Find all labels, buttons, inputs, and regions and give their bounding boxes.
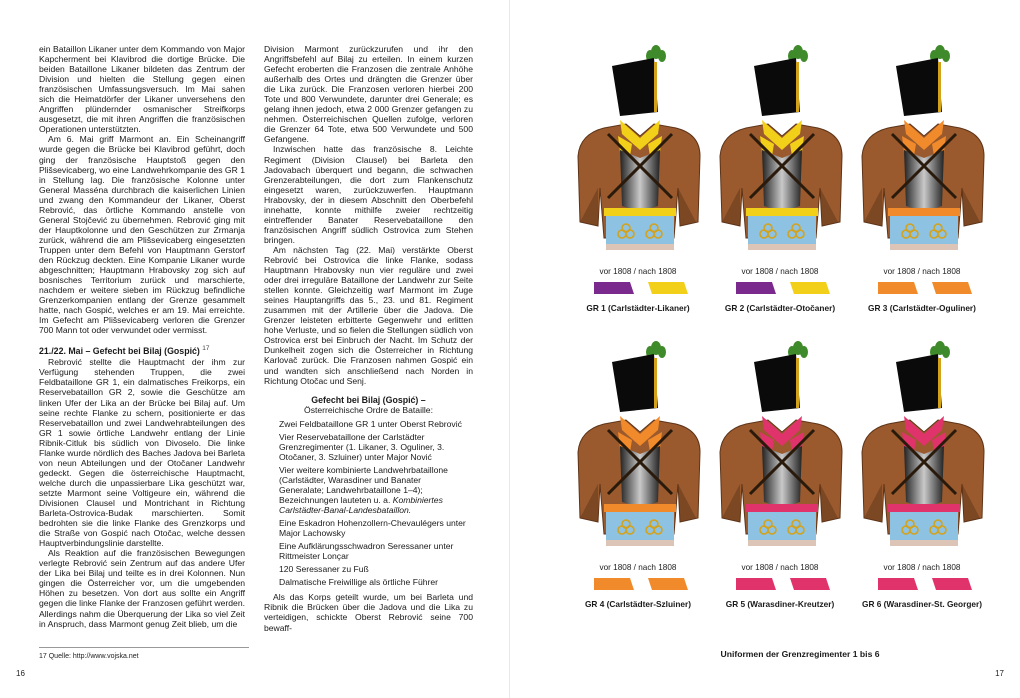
shako-icon xyxy=(896,354,942,412)
uniform-illustration xyxy=(570,38,706,268)
order-item: Eine Eskadron Hohenzollern-Chevaulégers unter Major Lachowsky xyxy=(279,518,466,539)
uniform-figure xyxy=(712,38,848,328)
swatch-before-1808 xyxy=(878,282,918,294)
order-item: Eine Aufklärungsschwadron Seressaner unter Rittmeister Lonçar xyxy=(279,541,454,562)
facing-swatches xyxy=(876,281,976,295)
trousers-icon xyxy=(748,512,816,540)
order-item: 120 Seressaner zu Fuß xyxy=(279,564,369,575)
text-column-2 xyxy=(264,44,473,633)
trousers-icon xyxy=(606,216,674,244)
paragraph: Am nächsten Tag (22. Mai) verstärkte Oberst Rebrović bei Ostrovica die linke Flanke, sodass Hauptmann Hrabovsky nun vier reguläre und zwei oder drei irreguläre Bataillone der Landwehr zur Seite stellen konnte. Gleichzeitig warf Marmont im Zuge seines Hauptangriffs das 5., 23. und 81. Regiment zusammen mit der Artillerie über die Jadova. Die Grenzer leisteten erbitterte Gegenwehr und erlitten hohe Verluste, und so fielen die Stellungen südlich von Ostrovica erst bei Einbruch der Nacht. Im Schutz der Dunkelheit zogen sich die Österreicher in Richtung Karlovač zurück. Die Franzosen nahmen Gospić ein und wandten sich anschließend nach Norden in Richtung Otočac und Senj. xyxy=(264,244,473,386)
sash-icon xyxy=(888,504,960,512)
swatch-after-1808 xyxy=(790,578,830,590)
section-title: 21./22. Mai – Gefecht bei Bilaj (Gospić) xyxy=(39,346,200,357)
text-column-1 xyxy=(39,44,245,629)
right-page xyxy=(510,0,1020,698)
swatch-before-1808 xyxy=(736,578,776,590)
regiment-label: GR 4 (Carlstädter-Szluiner) xyxy=(584,599,692,609)
facing-swatches xyxy=(734,577,834,591)
paragraph: Inzwischen hatte das französische 8. Leichte Regiment (Division Clausel) bei Barleta den Jadovabach überquert und begann, die schwachen Grenzerabteilungen, die dort zum Flankenschutz eingesetzt waren, zurückzuwerfen. Hauptmann Hrabovsky, der in diesem Abschnitt den Oberbefehl innehatte, konnte mithilfe zweier rechtzeitig eintreffender Banater Reservebataillone den französischen Angriff südlich Ostrovica zum Stehen bringen. xyxy=(264,144,473,245)
sash-icon xyxy=(604,504,676,512)
sash-icon xyxy=(604,208,676,216)
uniform-figure xyxy=(854,334,990,624)
facing-swatches xyxy=(876,577,976,591)
shako-icon xyxy=(612,354,658,412)
swatch-after-1808 xyxy=(932,282,972,294)
sash-icon xyxy=(746,208,818,216)
shako-icon xyxy=(754,58,800,116)
uniform-figure xyxy=(570,334,706,624)
shako-icon xyxy=(754,354,800,412)
period-label: vor 1808 / nach 1808 xyxy=(741,563,819,572)
order-item: Dalmatische Freiwillige als örtliche Führer xyxy=(279,577,439,588)
period-label: vor 1808 / nach 1808 xyxy=(741,267,819,276)
uniform-figure xyxy=(854,38,990,328)
facing-swatches xyxy=(592,577,692,591)
paragraph: Am 6. Mai griff Marmont an. Ein Scheinangriff wurde gegen die Brücke bei Klavibrod geführt, doch ging der französische Hauptstoß gegen den Plišsevicaberg, wo eine Landwehrkompanie des GR 1 in Stellung lag. Die französische Kolonne unter General Masséna durchbrach die kaiserlichen Linien und zwang den Kommandeur der Likaner, Oberst Rebrović, das örtliche Kommando anstelle von General Stojčević zu übernehmen. Rebrović ging mit der Hauptkolonne und den Geschützen zur Zrmanja zurück, während die am Plišsevicaberg eingesetzten Truppen unter dem Befehl von Hauptmann Gerstorf den Rückzug deckten. Eine Kompanie Likaner wurde abgeschnitten; Hauptmann Hrabovsky zog sich auf bosnisches Territorium zurück und marschierte, nachdem er weitere sieben im Rückzug befindliche Grenzerkompanien entlang der Grenze gesammelt hatte, nach Gospić, welches er am 19. Mai erreichte. Im Gefecht am Plišsevicaberg verloren die Grenzer 700 Mann tot oder verwundet oder vermisst. xyxy=(39,134,245,336)
order-of-battle-list xyxy=(264,419,473,588)
swatch-before-1808 xyxy=(594,282,634,294)
footnote: 17 Quelle: http://www.vojska.net xyxy=(39,647,249,660)
period-label: vor 1808 / nach 1808 xyxy=(599,563,677,572)
paragraph: Als das Korps geteilt wurde, um bei Barleta und Ribnik die Brücken über die Jadova und die Lika zu verteidigen, schickte Oberst Rebrović seine 700 bewaff- xyxy=(264,592,473,633)
regiment-label: GR 3 (Carlstädter-Oguliner) xyxy=(868,303,976,313)
order-of-battle-title: Gefecht bei Bilaj (Gospić) – xyxy=(311,394,426,405)
trousers-icon xyxy=(748,216,816,244)
sash-icon xyxy=(888,208,960,216)
facing-swatches xyxy=(734,281,834,295)
order-item: Vier Reservebataillone der Carlstädter Grenzregimenter (1. Likaner, 3. Oguliner, 3. Otočaner, 3. Szluiner) unter Major Nović xyxy=(279,431,445,462)
order-item xyxy=(279,465,467,515)
trousers-icon xyxy=(890,216,958,244)
uniform-illustration xyxy=(854,334,990,564)
period-label: vor 1808 / nach 1808 xyxy=(599,267,677,276)
regiment-label: GR 6 (Warasdiner-St. Georger) xyxy=(861,599,983,609)
regiment-label: GR 2 (Carlstädter-Otočaner) xyxy=(724,303,836,313)
shako-icon xyxy=(612,58,658,116)
uniform-illustration xyxy=(712,334,848,564)
figure-caption: Uniformen der Grenzregimenter 1 bis 6 xyxy=(720,649,880,659)
uniform-figure xyxy=(570,38,706,328)
uniform-figure xyxy=(712,334,848,624)
order-item-emphasis: Kombiniertes Carlstädter-Banal-Landesbataillon. xyxy=(279,495,443,516)
trousers-icon xyxy=(606,512,674,540)
period-label: vor 1808 / nach 1808 xyxy=(883,563,961,572)
trousers-icon xyxy=(890,512,958,540)
paragraph: Division Marmont zurückzurufen und ihr den Angriffsbefehl auf Bilaj zu erteilen. In einem kurzen Gefecht eroberten die Franzosen die zentrale Anhöhe außerhalb des Ortes und drängten die Grenzer über die Lika zurück. Die Franzosen verloren hierbei 200 Tote und 800 Verwundete, darunter drei Generale; es gelang ihnen jedoch, etwa 2 000 Grenzer gefangen zu nehmen. Österreichischen Quellen zufolge, verloren die Grenzer 64 Tote, etwa 500 Verwundete und 500 Gefangene. xyxy=(264,44,473,145)
paragraph: ein Bataillon Likaner unter dem Kommando von Major Kapcherment bei Klavibrod die dortige Brücke. Die beiden Bataillone Likaner bildeten das Zentrum der Division und hielten die Stellung gegen einen französischen Umfassungsversuch. Im Mai sahen sich die Heimatdörfer der Likaner unversehens den Angriffen plündernder osmanischer Streifkorps ausgesetzt, die mit ihren Angriffen die französischen Operationen unterstützten. xyxy=(39,44,245,135)
page-number-right: 17 xyxy=(995,669,1004,678)
order-item-text: Vier weitere kombinierte Landwehrbataillone (Carlstädter, Warasdiner und Banater Generalate; Landwehrbataillone 1–4); Bezeichnungen lauteten u. a. xyxy=(279,464,448,506)
facing-swatches xyxy=(592,281,692,295)
paragraph: Als Reaktion auf die französischen Bewegungen verlegte Rebrović sein Zentrum auf das andere Ufer der Lika bei Bilaj und teilte es in drei Kolonnen. Nun gingen die Österreicher vor, um die umgebenden Höhen zu besetzen. Von dort aus sollte ein Angriff gegen die linke Flanke der Franzosen geführt werden. Allerdings nahm die Überquerung der Lika so viel Zeit in Anspruch, dass Marmont genug Zeit blieb, um die xyxy=(39,548,245,629)
swatch-after-1808 xyxy=(648,578,688,590)
order-of-battle-subtitle: Österreichische Ordre de Bataille: xyxy=(304,404,433,415)
regiment-label: GR 1 (Carlstädter-Likaner) xyxy=(586,303,690,313)
uniform-illustration xyxy=(570,334,706,564)
regiment-label: GR 5 (Warasdiner-Kreutzer) xyxy=(725,599,835,609)
swatch-before-1808 xyxy=(594,578,634,590)
swatch-after-1808 xyxy=(790,282,830,294)
section-heading xyxy=(39,344,245,356)
uniform-grid xyxy=(570,38,990,638)
swatch-after-1808 xyxy=(932,578,972,590)
swatch-before-1808 xyxy=(878,578,918,590)
sash-icon xyxy=(746,504,818,512)
footnote-reference[interactable]: 17 xyxy=(202,345,210,353)
shako-icon xyxy=(896,58,942,116)
swatch-before-1808 xyxy=(736,282,776,294)
period-label: vor 1808 / nach 1808 xyxy=(883,267,961,276)
page-number-left: 16 xyxy=(16,669,25,678)
uniform-illustration xyxy=(712,38,848,268)
swatch-after-1808 xyxy=(648,282,688,294)
uniform-illustration xyxy=(854,38,990,268)
paragraph: Rebrović stellte die Hauptmacht der ihm zur Verfügung stehenden Truppen, die zwei Feldbataillone GR 1, ein dalmatisches Freikorps, ein Reservebataillon GR 2, sowie die Geschütze am linken Ufer der Lika an der Brücke bei Bilaj auf. Um seine rechte Flanke zu schern, positionierte er das Reservebataillon und zwei Landwehrabteilungen des GR 1 sowie örtliche Landwehr entlang der Linie Ribnik-Citluk bis südlich von Divoselo. Die linke Flanke wurde nördlich des Baches Jadova bei Barleta von neun Abteilungen und der Otočaner Landwehr gedeckt. Gegen die österreichische Hauptmacht, welche durch die unpassierbare Lika geschützt war, setzte Marmont seine Voltigeure ein, während die Divisionen Clausel und Montrichant in Richtung Barleta-Ostrovica-Budak marschierten. Somit bedrohten sie die linke Flanke des Grenzkorps und die Straße von Gospić nach Otočac, welche dessen Hauptverbindungslinie darstellte. xyxy=(39,357,245,549)
order-item: Zwei Feldbataillone GR 1 unter Oberst Rebrović xyxy=(279,418,462,429)
